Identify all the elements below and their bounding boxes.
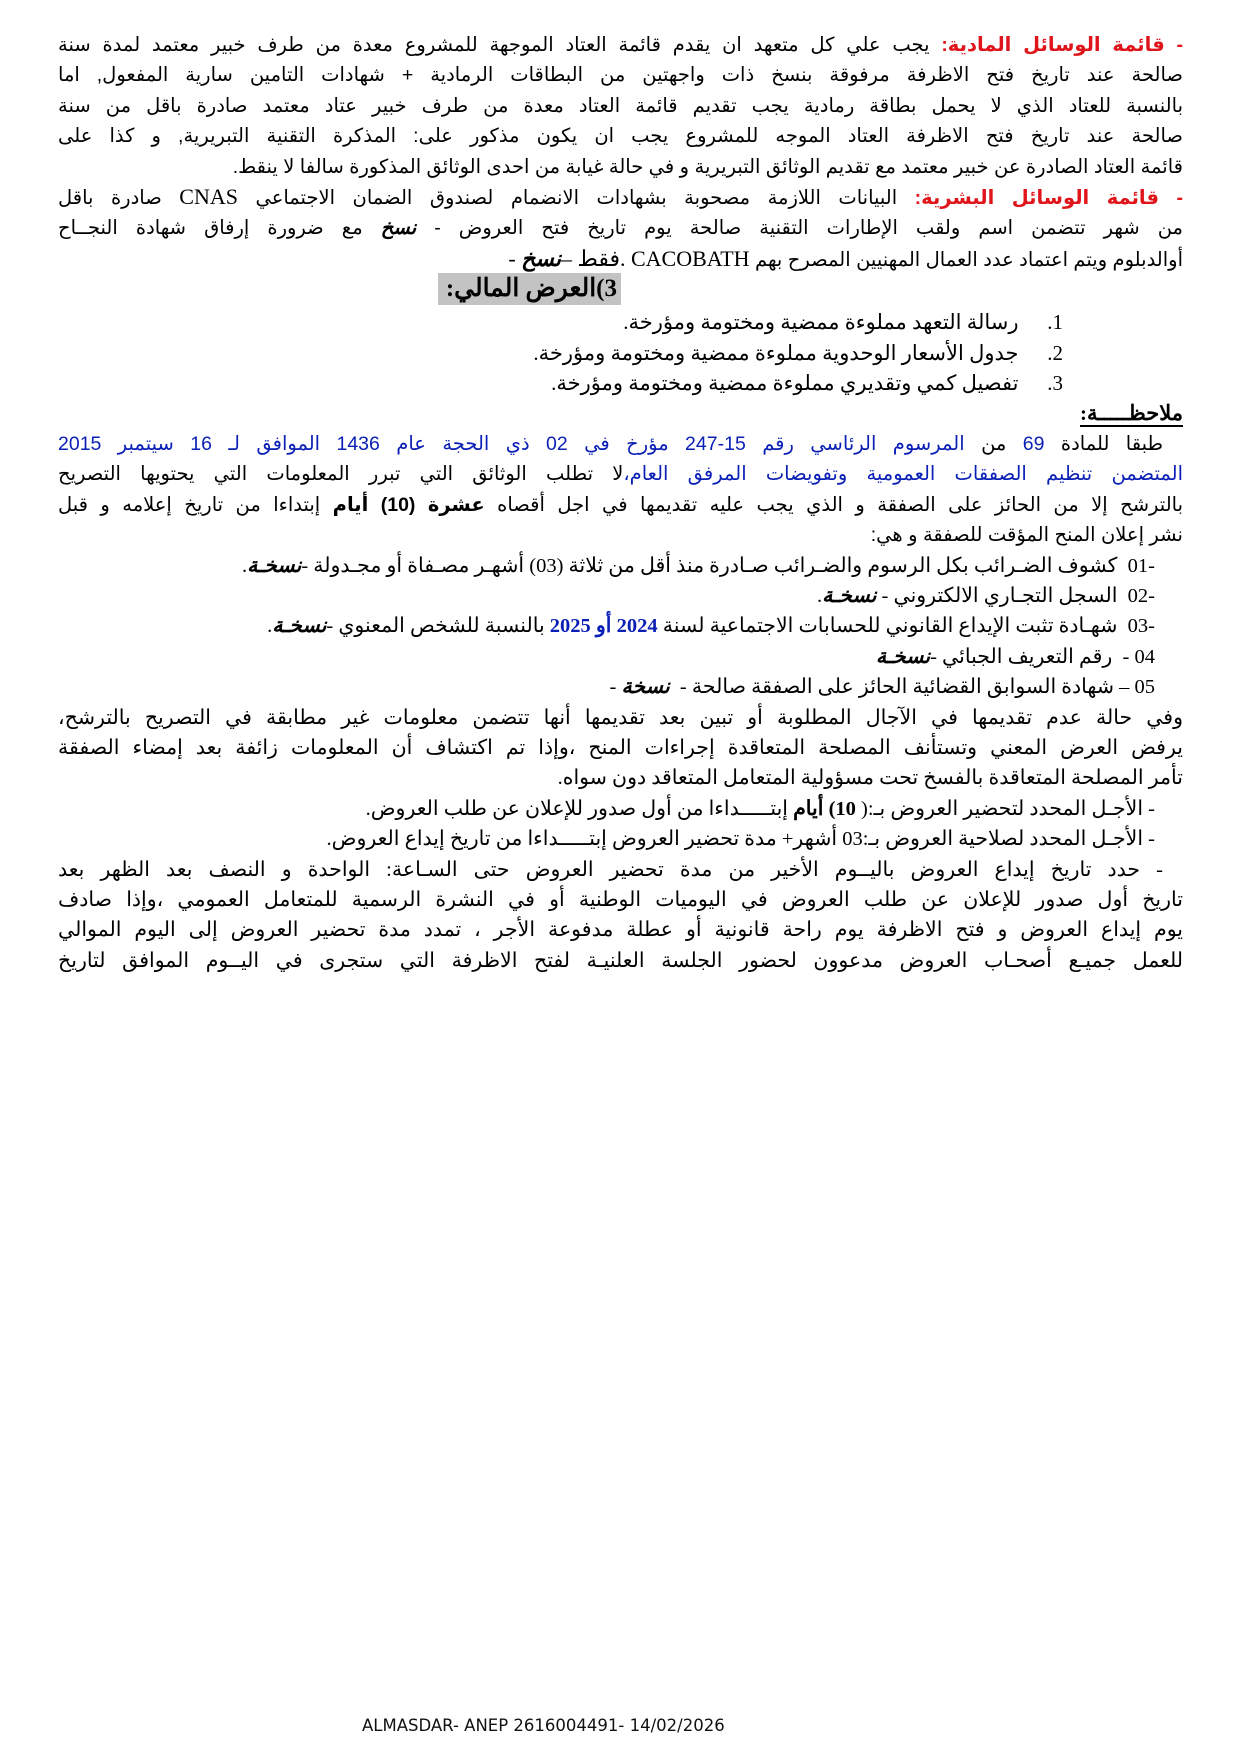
material-line-1: - قائمة الوسائل المادية: يجب علي كل متعهد ان يقدم قائمة العتاد الموجهة للمشروع معدة من طرف خبير معتمد لمدة سنة — [58, 34, 1183, 56]
required-documents-list — [58, 551, 1183, 703]
material-line-4: صالحة عند تاريخ فتح الاظرفة العتاد الموجه للمشروع يجب ان يكون مذكور على: المذكرة التقنية التبريرية, و كذا على — [58, 125, 1183, 148]
deposit-line: يوم إيداع العروض و فتح الاظرفة يوم راحة قانونية أو عطلة مدفوعة الأجر ، تمدد مدة تحضير العروض إلى اليوم الموالي — [58, 919, 1183, 942]
required-document-item: 05 – شهادة السوابق القضائية الحائز على الصفقة صالحة - نسخة - — [609, 676, 1155, 699]
deposit-line: للعمل جميـع أصحـاب العروض مدعوون لحضور الجلسة العلنيـة لفتح الاظرفة التي ستجرى في اليــوم الموافق لتاريخ — [58, 949, 1183, 972]
footer-reference: ALMASDAR- ANEP 2616004491- 14/02/2026 — [362, 1716, 725, 1735]
copy-mark: نسخـة — [822, 584, 877, 607]
note-line-4: نشر إعلان المنح المؤقت للصفقة و هي: — [870, 524, 1183, 547]
deadlines-section — [58, 794, 1183, 976]
conditions-line: تأمر المصلحة المتعاقدة بالفسخ تحت مسؤولية المتعامل المتعاقد دون سواه. — [557, 767, 1183, 790]
year-2024: 2024 — [616, 615, 658, 638]
material-means-label: - قائمة الوسائل المادية: — [941, 34, 1183, 56]
note-title: ملاحظـــــة: — [1079, 401, 1183, 426]
required-document-item: 04 - رقم التعريف الجبائي -نسخـة — [875, 645, 1155, 668]
human-means-label: - قائمة الوسائل البشرية: — [914, 187, 1183, 210]
human-line-3: أوالدبلوم ويتم اعتماد عدد العمال المهنيين المصرح بهم CACOBATH .فقط –نسخ - — [508, 245, 1183, 271]
note-line-3: بالترشح إلا من الحائز على الصفقة و الذي يجب عليه تقديمها في اجل أقصاه عشرة (10) أيام إبتداءا من تاريخ إعلامه و قبل — [58, 493, 1183, 516]
human-line-1: - قائمة الوسائل البشرية: البيانات اللازمة مصحوبة بشهادات الانضمام لصندوق الضمان الاجتماعي CNAS صادرة باقل — [58, 184, 1183, 210]
human-line-2: من شهر تتضمن اسم ولقب الإطارات التقنية صالحة يوم تاريخ فتح العروض - نسخ مع ضرورة إرفاق شهادة النجــاح — [58, 217, 1183, 240]
note-paragraph — [58, 429, 1183, 551]
financial-offer-item: 1. رسالة التعهد مملوءة ممضية ومختومة ومؤرخة. — [623, 310, 1063, 335]
deposit-paragraph — [58, 855, 1183, 977]
copy-mark: نسخة — [621, 676, 670, 699]
material-means-section — [58, 30, 1183, 182]
conditions-paragraph — [58, 703, 1183, 794]
ten-days: عشرة (10) أيام — [332, 493, 485, 516]
required-document-item: -02 السجل التجـاري الالكتروني - نسخـة. — [817, 584, 1155, 607]
required-document-item: -03 شهـادة تثبت الإيداع القانوني للحسابات الاجتماعية لسنة 2024 أو 2025 بالنسبة للشخص المعنوي -نسخـة. — [267, 615, 1155, 638]
cacobath-acronym: CACOBATH — [630, 245, 750, 271]
note-line-2: المتضمن تنظيم الصفقات العمومية وتفويضات المرفق العام،لا تطلب الوثائق التي تبرر المعلومات التي يحتويها التصريح — [58, 463, 1183, 486]
conditions-line: يرفض العرض المعني وتستأنف المصلحة المتعاقدة إجراءات المنح ،وإذا تم اكتشاف أن المعلومات زائفة بعد إمضاء الصفقة — [58, 736, 1183, 759]
copy-mark: نسخ — [380, 217, 417, 240]
note-line-1: طبقا للمادة 69 من المرسوم الرئاسي رقم 15-247 مؤرخ في 02 ذي الحجة عام 1436 الموافق لـ 16 سيتمبر 2015 — [58, 432, 1164, 455]
human-means-section — [58, 182, 1183, 275]
material-line-2: صالحة عند تاريخ فتح الاظرفة مرفوقة بنسخ ذات واجهتين من البطاقات الرمادية + شهادات التامين سارية المفعول, اما — [58, 64, 1183, 87]
copy-mark: نسخـة — [247, 554, 302, 577]
material-line-3: بالنسبة للعتاد الذي لا يحمل بطاقة رمادية يجب تقديم قائمة العتاد معدة من طرف خبير عتاد معتمد صادرة باقل من سنة — [58, 94, 1183, 117]
preparation-deadline: - الأجـل المحدد لتحضير العروض بـ:( 10) أيام إبتـــــداءا من أول صدور للإعلان عن طلب العروض. — [365, 797, 1155, 820]
required-document-item: -01 كشوف الضـرائب بكل الرسوم والضـرائب صـادرة منذ أقل من ثلاثة (03) أشهـر مصـفاة أو مجـدولة -نسخـة. — [241, 554, 1155, 577]
financial-offer-heading-row — [58, 273, 1183, 307]
copy-mark: نسخ — [521, 245, 562, 271]
year-2025: 2025 — [549, 615, 591, 638]
copy-mark: نسخـة — [875, 645, 931, 668]
conditions-line: وفي حالة عدم تقديمها في الآجال المطلوبة أو تبين بعد تقديمها أنها تتضمن معلومات غير مطابقة في التصريح بالترشح، — [58, 706, 1183, 729]
financial-offer-item: 3. تفصيل كمي وتقديري مملوءة ممضية ومختومة ومؤرخة. — [551, 371, 1063, 396]
decree-reference: المرسوم الرئاسي رقم 15-247 مؤرخ في 02 ذي الحجة عام 1436 الموافق لـ 16 سيتمبر 2015 — [58, 432, 965, 455]
validity-deadline: - الأجـل المحدد لصلاحية العروض بـ:03 أشهر+ مدة تحضير العروض إبتـــــداءا من تاريخ إيداع العروض. — [326, 828, 1155, 851]
cnas-acronym: CNAS — [179, 184, 238, 210]
material-line-5: قائمة العتاد الصادرة عن خبير معتمد مع تقديم الوثائق التبريرية و في حالة غيابة من احدى الوثائق المذكورة سالفا لا ينقط. — [232, 155, 1183, 178]
deposit-line: تاريخ أول صدور للإعلان عن طلب العروض في اليوميات الوطنية أو في النشرة الرسمية للمتعامل العمومي ،وإذا صادف — [58, 888, 1183, 911]
financial-offer-heading: 3)العرض المالي: — [438, 273, 621, 305]
financial-offer-item: 2. جدول الأسعار الوحدوية مملوءة ممضية ومختومة ومؤرخة. — [533, 340, 1063, 365]
copy-mark: نسخـة — [272, 615, 327, 638]
document-page — [58, 30, 1183, 976]
article-number: 69 — [1022, 432, 1045, 455]
deposit-line: - حدد تاريخ إيداع العروض باليــوم الأخير من مدة تحضير العروض حتى السـاعة: الواحدة و النصف بعد الظهر بعد — [58, 858, 1163, 881]
financial-offer-list — [58, 307, 1183, 398]
